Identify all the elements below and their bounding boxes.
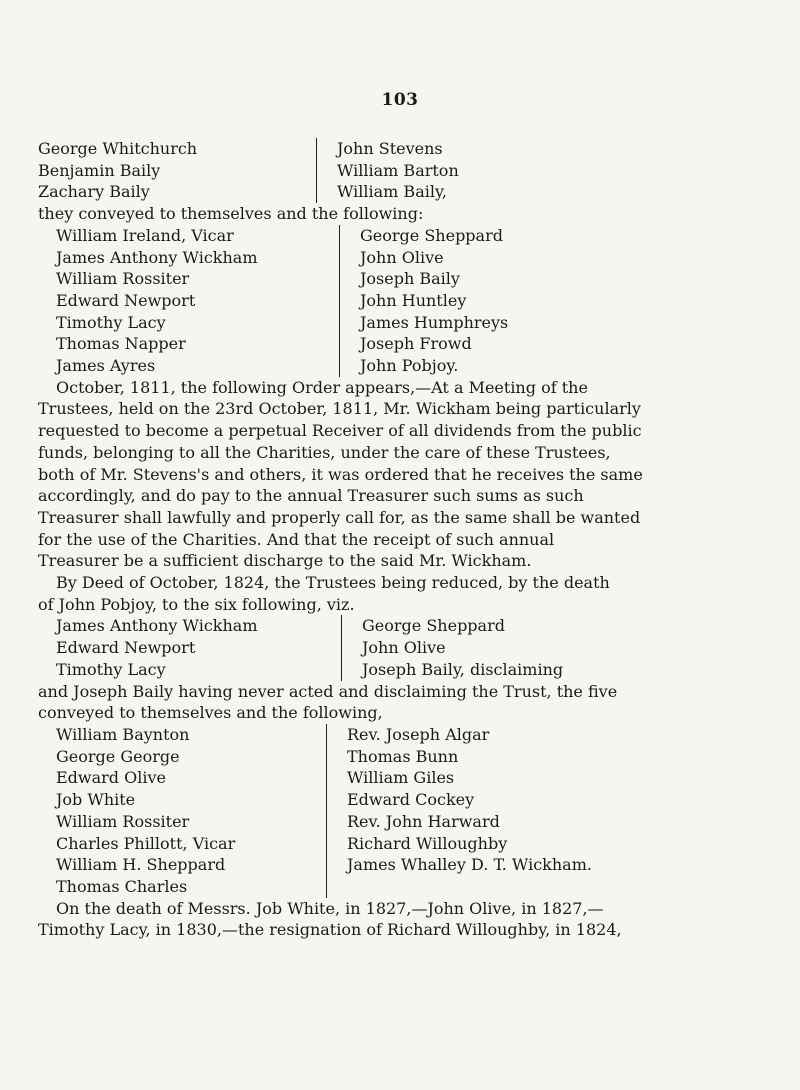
text-line: funds, belonging to all the Charities, under the care of these Trustees, bbox=[38, 442, 611, 462]
trustee-name: William Rossiter bbox=[56, 269, 190, 289]
trustee-name: George Sheppard bbox=[362, 616, 505, 636]
text-line: October, 1811, the following Order appears,—At a Meeting of the bbox=[56, 377, 588, 397]
trustee-name: William H. Sheppard bbox=[56, 855, 226, 875]
trustee-list-4-right bbox=[326, 724, 766, 898]
trustee-name: Rev. Joseph Algar bbox=[347, 724, 490, 744]
trustee-name: Joseph Baily, disclaiming bbox=[362, 659, 564, 679]
paragraph-deaths bbox=[38, 898, 766, 941]
text-line: Timothy Lacy, in 1830,—the resignation of Richard Willoughby, in 1824, bbox=[38, 920, 622, 940]
trustee-name: Edward Newport bbox=[56, 290, 196, 310]
trustee-name: Edward Cockey bbox=[347, 790, 475, 810]
trustee-list-3 bbox=[38, 615, 766, 680]
trustee-name: Timothy Lacy bbox=[56, 312, 166, 332]
trustee-name: Charles Phillott, Vicar bbox=[56, 833, 236, 853]
trustee-name: Thomas Bunn bbox=[347, 746, 459, 766]
text-line: By Deed of October, 1824, the Trustees being reduced, by the death bbox=[56, 573, 610, 593]
trustee-name: William Giles bbox=[347, 768, 455, 788]
text-line: On the death of Messrs. Job White, in 1827,—John Olive, in 1827,— bbox=[56, 898, 604, 918]
trustee-name: George Sheppard bbox=[360, 225, 503, 245]
trustee-name: Zachary Baily bbox=[38, 182, 150, 202]
trustee-name: Benjamin Baily bbox=[38, 160, 161, 180]
trustee-name: George George bbox=[56, 746, 180, 766]
paragraph-order-1811 bbox=[38, 377, 766, 572]
trustee-name: John Stevens bbox=[337, 139, 443, 158]
trustee-name: William Rossiter bbox=[56, 811, 190, 831]
text-line: of John Pobjoy, to the six following, viz. bbox=[38, 594, 355, 614]
trustee-name: William Barton bbox=[337, 160, 459, 180]
trustee-list-3-right bbox=[341, 615, 766, 680]
trustee-name: George Whitchurch bbox=[38, 139, 198, 158]
text-line: Treasurer be a sufficient discharge to the said Mr. Wickham. bbox=[38, 551, 532, 571]
page-text bbox=[38, 138, 766, 941]
text-line: and Joseph Baily having never acted and disclaiming the Trust, the five bbox=[38, 681, 618, 701]
text-line: Trustees, held on the 23rd October, 1811, Mr. Wickham being particularly bbox=[38, 399, 641, 419]
trustee-list-3-left bbox=[38, 615, 341, 680]
trustee-name: Joseph Frowd bbox=[360, 334, 472, 354]
trustee-list-4-left bbox=[38, 724, 326, 898]
text-line: both of Mr. Stevens's and others, it was ordered that he receives the same bbox=[38, 464, 643, 484]
trustee-name: James Whalley D. T. Wickham. bbox=[347, 855, 592, 875]
trustee-name: John Pobjoy. bbox=[360, 356, 459, 376]
trustee-name: James Anthony Wickham bbox=[56, 616, 258, 636]
trustee-name bbox=[347, 876, 766, 898]
trustee-name: Edward Newport bbox=[56, 638, 196, 658]
text-line: they conveyed to themselves and the following: bbox=[38, 204, 424, 224]
trustee-name: John Huntley bbox=[360, 290, 467, 310]
trustee-list-1 bbox=[38, 138, 766, 203]
text-line: for the use of the Charities. And that the receipt of such annual bbox=[38, 529, 555, 549]
trustee-list-2 bbox=[38, 225, 766, 377]
trustee-name: William Ireland, Vicar bbox=[56, 225, 234, 245]
trustee-list-2-left bbox=[38, 225, 339, 377]
trustee-name: Edward Olive bbox=[56, 768, 166, 788]
trustee-list-1-right bbox=[316, 138, 766, 203]
trustee-name: James Ayres bbox=[56, 356, 156, 376]
trustee-name: William Baily, bbox=[337, 182, 447, 202]
text-line: Treasurer shall lawfully and properly call for, as the same shall be wanted bbox=[38, 507, 641, 527]
trustee-name: John Olive bbox=[360, 247, 444, 267]
text-line: requested to become a perpetual Receiver of all dividends from the public bbox=[38, 421, 642, 441]
trustee-name: Thomas Charles bbox=[56, 876, 188, 896]
trustee-name: James Anthony Wickham bbox=[56, 247, 258, 267]
text-line: accordingly, and do pay to the annual Treasurer such sums as such bbox=[38, 486, 584, 506]
trustee-list-2-right bbox=[339, 225, 766, 377]
trustee-name: Job White bbox=[56, 790, 136, 810]
paragraph-deed-1824 bbox=[38, 572, 766, 615]
trustee-name: John Olive bbox=[362, 638, 446, 658]
trustee-name: Joseph Baily bbox=[360, 269, 460, 289]
trustee-list-4 bbox=[38, 724, 766, 898]
text-line: conveyed to themselves and the following, bbox=[38, 703, 383, 723]
trustee-name: James Humphreys bbox=[360, 312, 509, 332]
trustee-list-1-left bbox=[38, 138, 316, 203]
paragraph-disclaim bbox=[38, 681, 766, 724]
trustee-name: Thomas Napper bbox=[56, 334, 186, 354]
trustee-name: Timothy Lacy bbox=[56, 659, 166, 679]
page-number: 103 bbox=[381, 90, 419, 110]
trustee-name: Richard Willoughby bbox=[347, 833, 508, 853]
trustee-name: William Baynton bbox=[56, 724, 190, 744]
trustee-name: Rev. John Harward bbox=[347, 811, 500, 831]
